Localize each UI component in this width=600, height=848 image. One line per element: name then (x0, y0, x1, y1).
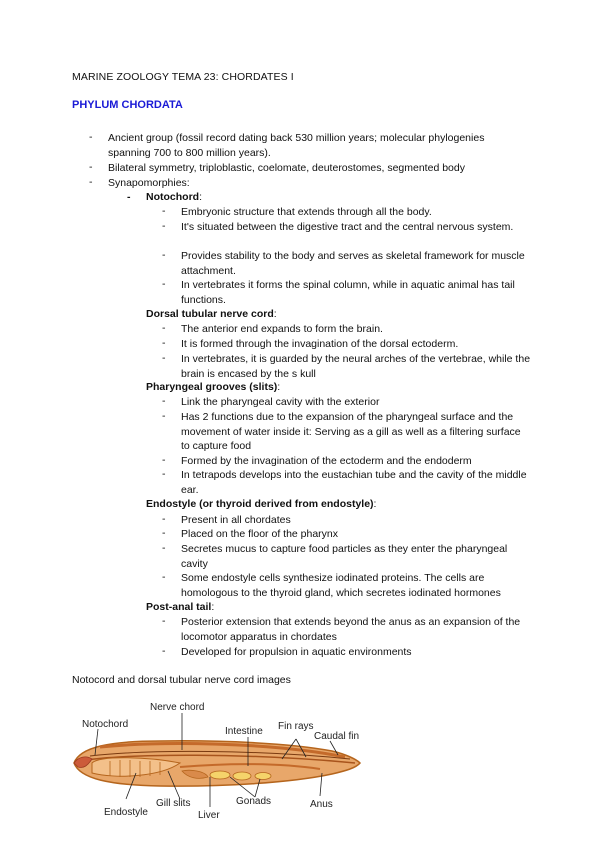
notochord-item: Embryonic structure that extends through all the body. (181, 206, 432, 218)
bullet-symmetry: Bilateral symmetry, triploblastic, coelomate, deuterostomes, segmented body (108, 162, 465, 174)
bullet-dash: - (162, 205, 166, 217)
bullet-dash: - (127, 191, 131, 203)
label-liver: Liver (198, 810, 220, 821)
document-header: MARINE ZOOLOGY TEMA 23: CHORDATES I (72, 71, 294, 83)
gonad-3 (255, 773, 271, 780)
bullet-dash: - (162, 220, 166, 232)
label-intestine: Intestine (225, 726, 263, 737)
pharyngeal-item: Formed by the invagination of the ectoderm and the endoderm (181, 455, 472, 467)
bullet-synapomorphies: Synapomorphies: (108, 177, 190, 189)
bullet-ancient-group: Ancient group (fossil record dating back 530 million years; molecular phylogenies spanning 700 to 800 million years). (108, 132, 485, 159)
bullet-dash: - (89, 161, 93, 173)
pharyngeal-item: In tetrapods develops into the eustachian tube and the cavity of the middle ear. (181, 469, 527, 496)
bullet-dash: - (162, 395, 166, 407)
endostyle-item: Present in all chordates (181, 514, 291, 526)
label-gonads: Gonads (236, 796, 272, 807)
postanal-item: Posterior extension that extends beyond the anus as an expansion of the locomotor apparatus in chordates (181, 616, 521, 643)
bullet-dash: - (162, 249, 166, 261)
lancelet-diagram (70, 697, 370, 827)
pharyngeal-heading: Pharyngeal grooves (slits): (146, 381, 281, 393)
bullet-dash: - (162, 337, 166, 349)
endostyle-item: Secretes mucus to capture food particles as they enter the pharyngeal cavity (181, 543, 508, 570)
bullet-dash: - (89, 176, 93, 188)
bullet-dash: - (162, 278, 166, 290)
label-anus: Anus (310, 799, 333, 810)
gonad-1 (210, 771, 230, 779)
label-fin-rays: Fin rays (278, 721, 314, 732)
notochord-item: Provides stability to the body and serves as skeletal framework for muscle attachment. (181, 250, 525, 277)
label-endostyle: Endostyle (104, 807, 148, 818)
label-gill-slits: Gill slits (156, 798, 191, 809)
nerve-cord-item: It is formed through the invagination of the dorsal ectoderm. (181, 338, 459, 350)
bullet-dash: - (162, 513, 166, 525)
bullet-dash: - (162, 322, 166, 334)
bullet-dash: - (89, 131, 93, 143)
bullet-dash: - (162, 571, 166, 583)
gonad-2 (233, 772, 251, 780)
bullet-dash: - (162, 615, 166, 627)
endostyle-heading: Endostyle (or thyroid derived from endostyle): (146, 498, 377, 510)
label-nerve-chord: Nerve chord (150, 702, 205, 713)
endostyle-item: Placed on the floor of the pharynx (181, 528, 339, 540)
bullet-dash: - (162, 410, 166, 422)
figure-caption: Notocord and dorsal tubular nerve cord images (72, 674, 291, 686)
notochord-item: It's situated between the digestive tract and the central nervous system. (181, 221, 514, 233)
postanal-heading: Post-anal tail: (146, 601, 215, 613)
bullet-dash: - (162, 542, 166, 554)
nerve-cord-item: In vertebrates, it is guarded by the neural arches of the vertebrae, while the brain is encased by the s kull (181, 353, 531, 380)
bullet-dash: - (162, 468, 166, 480)
nerve-cord-item: The anterior end expands to form the brain. (181, 323, 383, 335)
endostyle-item: Some endostyle cells synthesize iodinated proteins. The cells are homologous to the thyroid gland, which secretes iodinated hormones (181, 572, 501, 599)
label-notochord: Notochord (82, 719, 129, 730)
postanal-item: Developed for propulsion in aquatic environments (181, 646, 412, 658)
notochord-item: In vertebrates it forms the spinal column, while in aquatic animal has tail functions. (181, 279, 515, 306)
bullet-dash: - (162, 352, 166, 364)
nerve-cord-heading: Dorsal tubular nerve cord: (146, 308, 277, 320)
notochord-heading: Notochord: (146, 191, 202, 203)
label-caudal-fin: Caudal fin (314, 731, 360, 742)
section-title: PHYLUM CHORDATA (72, 99, 183, 111)
bullet-dash: - (162, 454, 166, 466)
pharyngeal-item: Link the pharyngeal cavity with the exterior (181, 396, 380, 408)
bullet-dash: - (162, 527, 166, 539)
pharyngeal-item: Has 2 functions due to the expansion of the pharyngeal surface and the movement of water inside it: Serving as a gill as well as a filtering surface to capture food (181, 411, 521, 453)
bullet-dash: - (162, 645, 166, 657)
